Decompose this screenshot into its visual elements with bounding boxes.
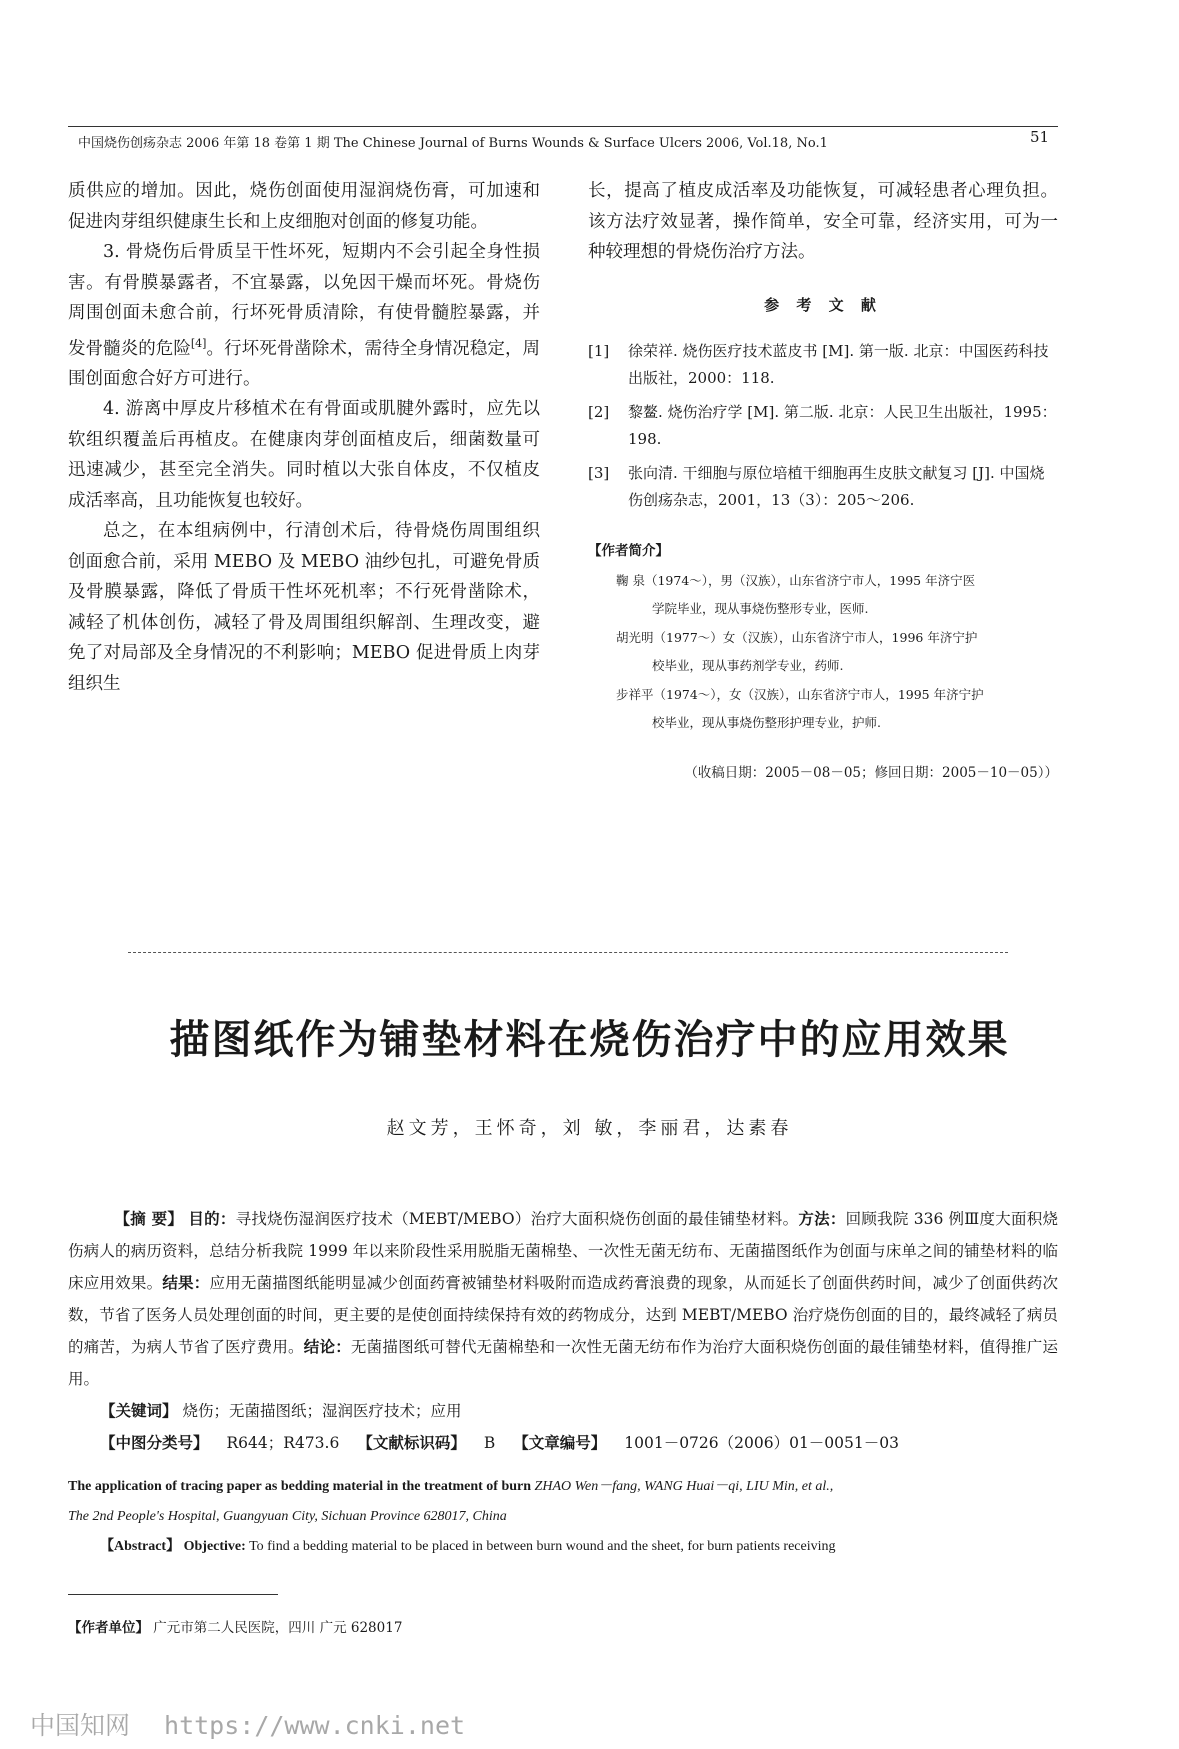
- footnote-affiliation: 【作者单位】 广元市第二人民医院，四川 广元 628017: [68, 1620, 403, 1636]
- english-abstract: [68, 1472, 1058, 1562]
- reference-item: [2] 黎鳌. 烧伤治疗学 [M]. 第二版. 北京：人民卫生出版社，1995：198.: [588, 403, 1057, 448]
- english-abstract-line: 【Abstract】 Objective: To find a bedding material to be placed in between burn wound and the sheet, for burn patients receiving: [100, 1539, 836, 1554]
- keywords: 【关键词】 烧伤；无菌描图纸；湿润医疗技术；应用: [100, 1401, 462, 1420]
- reference-item: [1] 徐荣祥. 烧伤医疗技术蓝皮书 [M]. 第一版. 北京：中国医药科技出版社，2000：118.: [588, 342, 1049, 387]
- received-dates: （收稿日期：2005－08－05；修回日期：2005－10－05））: [684, 764, 1058, 781]
- reference-item: [3] 张向清. 干细胞与原位培植干细胞再生皮肤文献复习 [J]. 中国烧伤创疡杂志，2001，13（3）：205～206.: [588, 464, 1045, 509]
- author-intro: 步祥平（1974～），女（汉族），山东省济宁市人，1995 年济宁护 校毕业，现从事烧伤整形护理专业，护师.: [616, 686, 984, 730]
- paragraph: 总之，在本组病例中，行清创术后，待骨烧伤周围组织创面愈合前，采用 MEBO 及 MEBO 油纱包扎，可避免骨质及骨膜暴露，降低了骨质干性坏死机率；不行死骨凿除术，减轻了机体创伤，减轻了骨及周围组织解剖、生理改变，避免了对局部及全身情况的不利影响；MEBO 促进骨质上肉芽组织生: [68, 521, 540, 694]
- running-header: 中国烧伤创疡杂志 2006 年第 18 卷第 1 期 The Chinese Journal of Burns Wounds & Surface Ulcers 2006, Vol.18, No.1: [78, 136, 828, 151]
- classification-row: 【中图分类号】 R644；R473.6 【文献标识码】 B 【文章编号】 1001－0726（2006）01－0051－03: [100, 1433, 899, 1452]
- abstract-body: 【摘 要】 目的：寻找烧伤湿润医疗技术（MEBT/MEBO）治疗大面积烧伤创面的最佳铺垫材料。方法：回顾我院 336 例Ⅲ度大面积烧伤病人的病历资料，总结分析我院 1999 年以来阶段性采用脱脂无菌棉垫、一次性无菌无纺布、无菌描图纸作为创面与床单之间的铺垫材料的临床应用效果。结果：应用无菌描图纸能明显减少创面药膏被铺垫材料吸附而造成药膏浪费的现象，从而延长了创面供药时间，减少了创面供药次数，节省了医务人员处理创面的时间，更主要的是使创面持续保持有效的药物成分，达到 MEBT/MEBO 治疗烧伤创面的目的，最终减轻了病员的痛苦，为病人节省了医疗费用。结论：无菌描图纸可替代无菌棉垫和一次性无菌无纺布作为治疗大面积烧伤创面的最佳铺垫材料，值得推广运用。: [68, 1209, 1058, 1388]
- english-affiliation: The 2nd People's Hospital, Guangyuan City, Sichuan Province 628017, China: [68, 1509, 507, 1524]
- article-separator: [128, 952, 1008, 953]
- author-intro-title: 【作者简介】: [588, 543, 669, 559]
- references-title: 参 考 文 献: [764, 295, 882, 314]
- author-intro-list: [588, 567, 1058, 738]
- cnki-watermark: 中国知网 https://www.cnki.net: [30, 1711, 466, 1740]
- footnote-rule: [68, 1594, 278, 1595]
- paragraph: 4. 游离中厚皮片移植术在有骨面或肌腱外露时，应先以软组织覆盖后再植皮。在健康肉芽创面植皮后，细菌数量可迅速减少，甚至完全消失。同时植以大张自体皮，不仅植皮成活率高，且功能恢复也较好。: [68, 399, 540, 511]
- author-intro: 胡光明（1977～）女（汉族），山东省济宁市人，1996 年济宁护 校毕业，现从事药剂学专业，药师.: [616, 629, 978, 673]
- author-intro: 鞠 泉（1974～），男（汉族），山东省济宁市人，1995 年济宁医 学院毕业，现从事烧伤整形专业，医师.: [616, 572, 976, 616]
- watermark-url: https://www.cnki.net: [164, 1711, 466, 1740]
- article-title: 描图纸作为铺垫材料在烧伤治疗中的应用效果: [169, 1017, 1010, 1063]
- paragraph: 3. 骨烧伤后骨质呈干性坏死，短期内不会引起全身性损害。有骨膜暴露者，不宜暴露，以免因干燥而坏死。骨烧伤周围创面未愈合前，行坏死骨质清除，有使骨髓腔暴露，并发骨髓炎的危险[4]。行坏死骨凿除术，需待全身情况稳定，周围创面愈合好方可进行。: [68, 242, 541, 389]
- page-number: 51: [1030, 128, 1050, 146]
- english-title-line: The application of tracing paper as bedding material in the treatment of burn ZHAO Wen－fang, WANG Huai－qi, LIU Min, et al.,: [68, 1479, 834, 1494]
- citation: [4]: [190, 336, 207, 350]
- left-column: [68, 176, 540, 699]
- paragraph: 质供应的增加。因此，烧伤创面使用湿润烧伤膏，可加速和促进肉芽组织健康生长和上皮细胞对创面的修复功能。: [68, 181, 540, 232]
- header-rule: [68, 126, 1058, 127]
- right-column: [588, 176, 1058, 788]
- paragraph: 长，提高了植皮成活率及功能恢复，可减轻患者心理负担。该方法疗效显著，操作简单，安全可靠，经济实用，可为一种较理想的骨烧伤治疗方法。: [588, 181, 1058, 262]
- article-authors: 赵文芳，王怀奇，刘 敏，李丽君，达素春: [386, 1118, 793, 1139]
- reference-list: [588, 338, 1058, 514]
- chinese-abstract: [68, 1203, 1058, 1459]
